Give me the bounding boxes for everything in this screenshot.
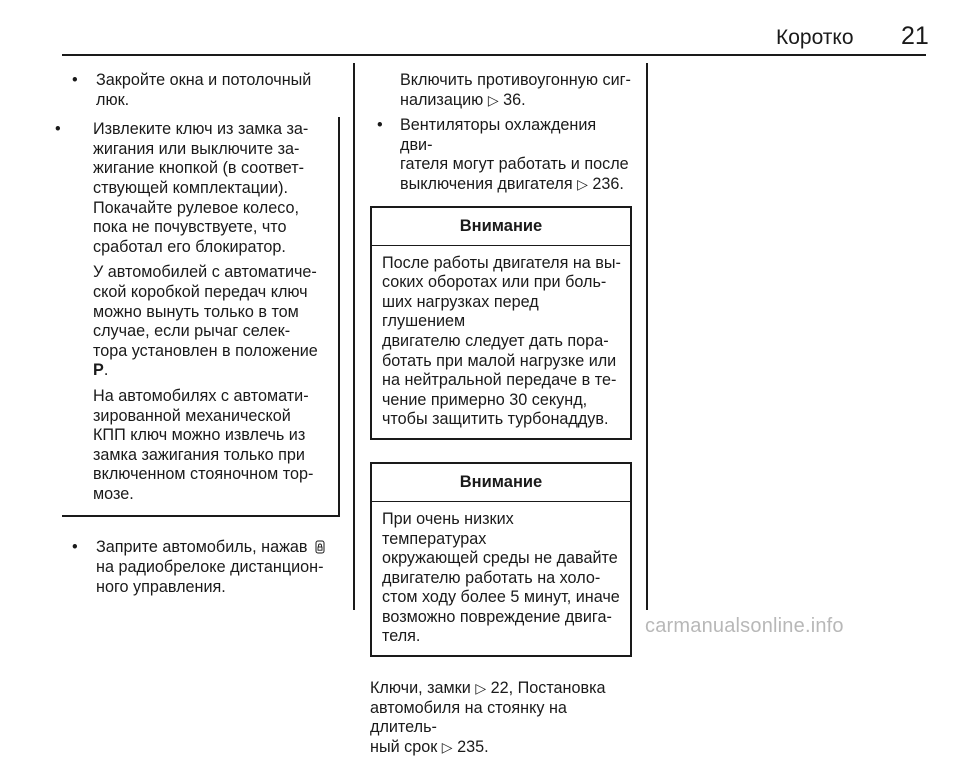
text-line: двигателю следует дать пора-	[382, 331, 609, 350]
text-line: У автомобилей с автоматиче-	[93, 263, 317, 282]
text-line: нализацию	[400, 90, 484, 109]
cross-reference-arrow-icon: ▷	[577, 175, 588, 192]
text-line: Заприте автомобиль, нажав	[96, 538, 308, 557]
right-column	[370, 71, 632, 757]
page-reference[interactable]: 236.	[592, 174, 624, 193]
text-line: двигателю работать на холо-	[382, 568, 601, 587]
note-paragraph: У автомобилей с автоматиче- ской коробкой передач ключ можно вынуть только в том случае, если рычаг селек- тора установлен в положение P.	[93, 263, 334, 381]
page-reference[interactable]: 22, Постановка	[490, 679, 606, 698]
item-text	[93, 120, 334, 257]
header-rule	[62, 54, 926, 56]
bullet-icon: •	[72, 538, 78, 557]
text-line: можно вынуть только в том	[93, 302, 299, 321]
column-divider-center	[353, 63, 355, 610]
note-paragraph	[93, 387, 334, 505]
note-box	[55, 117, 340, 517]
text-line: мозе.	[93, 484, 134, 503]
list-item	[55, 120, 334, 257]
text-line: жигание кнопкой (в соответ-	[93, 159, 305, 178]
item-text	[96, 538, 340, 597]
text-line: возможно повреждение двига-	[382, 607, 612, 626]
text-line: После работы двигателя на вы-	[382, 253, 621, 272]
warning-heading: Внимание	[372, 464, 630, 502]
text-line: ших нагрузках перед глушением	[382, 292, 539, 331]
list-item	[370, 116, 632, 194]
gear-position-p: P	[93, 361, 104, 380]
text-line: замка зажигания только при	[93, 445, 305, 464]
text-line: гателя могут работать и после	[400, 155, 629, 174]
continued-text	[370, 71, 632, 110]
bullet-icon: •	[72, 71, 78, 89]
warning-box	[370, 206, 632, 440]
text-line: При очень низких температурах	[382, 509, 514, 548]
text-line: теля.	[382, 627, 421, 646]
column-divider-right	[646, 63, 648, 610]
item-text	[400, 116, 632, 194]
item-text	[96, 71, 340, 110]
text-line: Извлеките ключ из замка за-	[93, 120, 309, 139]
text-line: жигания или выключите за-	[93, 139, 300, 158]
text-line: люк.	[96, 90, 130, 109]
text-line: ный срок	[370, 737, 438, 756]
text-line: окружающей среды не давайте	[382, 549, 618, 568]
text-line: Ключи, замки	[370, 679, 471, 698]
text-line: ботать при малой нагрузке или	[382, 351, 617, 370]
text-line: ного управления.	[96, 577, 226, 596]
list-item	[62, 538, 340, 597]
page-number: 21	[901, 22, 929, 50]
text-line: на радиобрелоке дистанцион-	[96, 558, 324, 577]
warning-text	[372, 246, 630, 438]
text-line: сработал его блокиратор.	[93, 237, 286, 256]
text-line: включенном стояночном тор-	[93, 465, 314, 484]
warning-text	[372, 502, 630, 655]
bullet-icon: •	[55, 120, 61, 139]
lock-button-icon	[315, 540, 325, 554]
text-line: чтобы защитить турбонаддув.	[382, 410, 609, 429]
text-line: ской коробкой передач ключ	[93, 282, 308, 301]
warning-heading: Внимание	[372, 208, 630, 246]
text-line: Закройте окна и потолочный	[96, 71, 312, 89]
cross-reference-arrow-icon: ▷	[487, 91, 499, 108]
left-column	[55, 71, 340, 604]
cross-references	[370, 679, 632, 757]
text-line: Включить противоугонную сиг-	[400, 71, 631, 89]
text-line: пока не почувствуете, что	[93, 218, 287, 237]
text-line: КПП ключ можно извлечь из	[93, 426, 306, 445]
text-line: чение примерно 30 секунд,	[382, 390, 588, 409]
text-line: Вентиляторы охлаждения дви-	[400, 116, 597, 154]
page-reference[interactable]: 235.	[457, 737, 489, 756]
section-title: Коротко	[776, 26, 854, 49]
text-line: Покачайте рулевое колесо,	[93, 198, 299, 217]
warning-box	[370, 462, 632, 657]
cross-reference-arrow-icon: ▷	[441, 738, 453, 755]
text-line: случае, если рычаг селек-	[93, 322, 291, 341]
list-item	[62, 71, 340, 110]
cross-reference-arrow-icon: ▷	[475, 680, 487, 697]
page-header	[0, 22, 960, 52]
page-reference[interactable]: 36.	[503, 90, 526, 109]
text-line: выключения двигателя	[400, 174, 573, 193]
text-line: соких оборотах или при боль-	[382, 273, 607, 292]
text-line: ствующей комплектации).	[93, 178, 289, 197]
text-line: На автомобилях с автомати-	[93, 386, 309, 405]
watermark: carmanualsonline.info	[645, 615, 844, 637]
text-line: зированной механической	[93, 406, 291, 425]
bullet-icon: •	[377, 116, 383, 135]
text-line: тора установлен в положение	[93, 341, 318, 360]
text-line: стом ходу более 5 минут, иначе	[382, 588, 620, 607]
text-line: на нейтральной передаче в те-	[382, 371, 617, 390]
text-line: автомобиля на стоянку на длитель-	[370, 698, 567, 737]
